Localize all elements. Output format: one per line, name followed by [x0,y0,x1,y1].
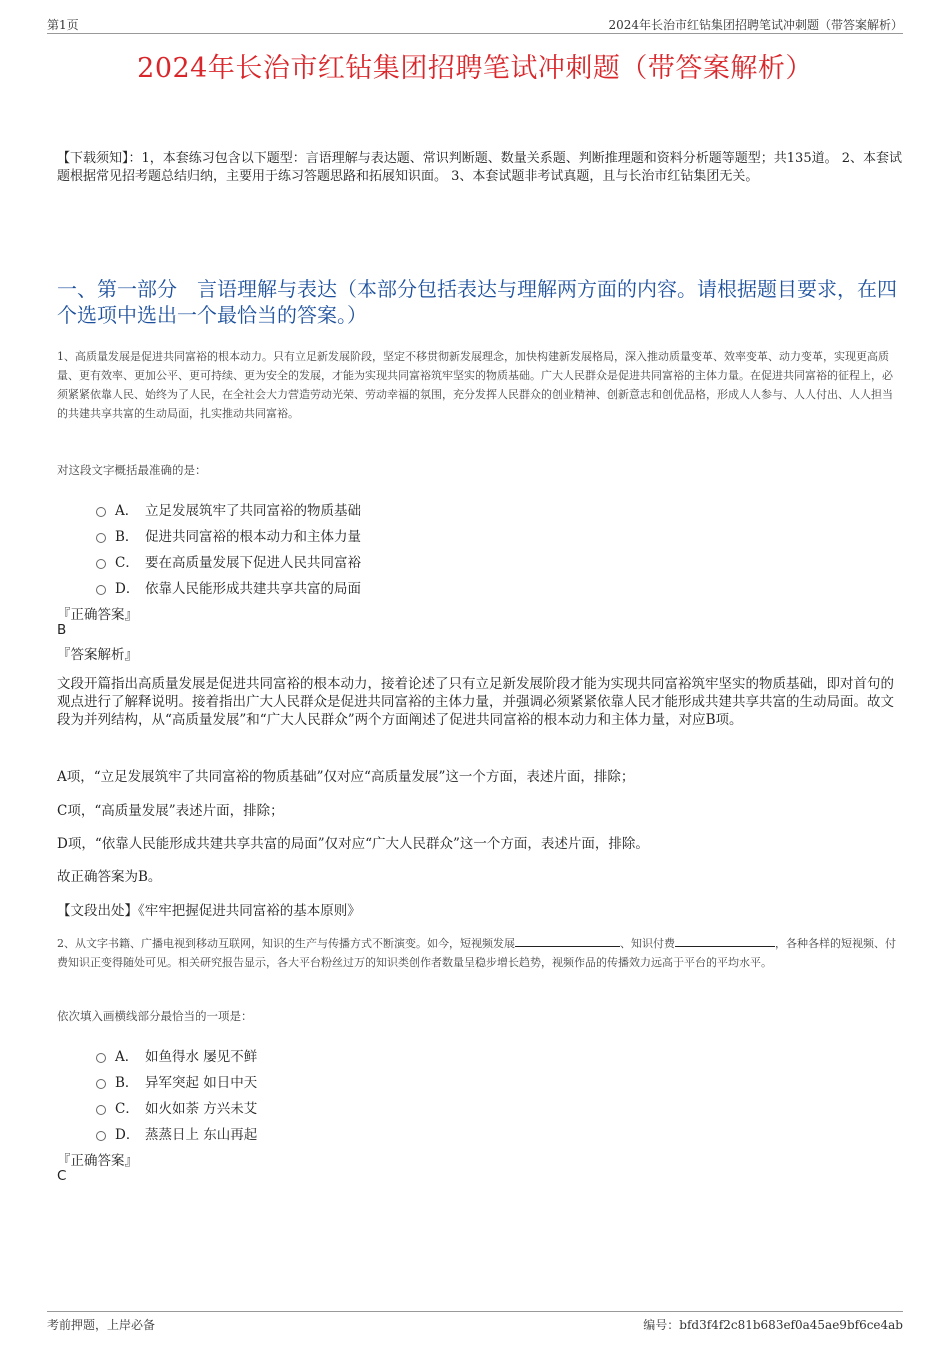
option-letter: A． [115,1049,139,1065]
option-d[interactable] [96,574,596,600]
answer-label: 『正确答案』 [57,1153,138,1169]
analysis-text: 文段开篇指出高质量发展是促进共同富裕的根本动力，接着论述了只有立足新发展阶段才能为实现共同富裕筑牢坚实的物质基础，即对首句的观点进行了解释说明。接着指出广大人民群众是促进共同富裕的主体力量，并强调必须紧紧依靠人民才能形成共建共享共富的生动局面。故文段为并列结构，从“高质量发展”和“广大人民群众”两个方面阐述了促进共同富裕的根本动力和主体力量，对应B项。 [57,676,894,728]
question-2-prompt: 依次填入画横线部分最恰当的一项是： [57,1009,253,1023]
fill-blank-1 [515,935,620,947]
section-heading: 一、第一部分 言语理解与表达（本部分包括表达与理解两方面的内容。请根据题目要求，在四个选项中选出一个最恰当的答案。） [57,277,897,327]
analysis-option-a: A项，“立足发展筑牢了共同富裕的物质基础”仅对应“高质量发展”这一个方面，表述片面，排除； [57,769,635,785]
option-text: 立足发展筑牢了共同富裕的物质基础 [145,503,361,519]
option-b[interactable] [96,1068,596,1094]
option-text: 要在高质量发展下促进人民共同富裕 [145,555,361,571]
download-notice: 【下载须知】：1，本套练习包含以下题型：言语理解与表达题、常识判断题、数量关系题、判断推理题和资料分析题等题型；共135道。 2、本套试题根据常见招考题总结归纳，主要用于练习答题思路和拓展知识面。 3、本套试题非考试真题，且与长治市红钻集团无关。 [57,151,902,184]
option-c[interactable] [96,548,596,574]
question-2-options [96,1042,596,1146]
option-text: 如火如荼 方兴未艾 [145,1101,258,1117]
radio-icon[interactable] [96,507,106,517]
analysis-option-c: C项，“高质量发展”表述片面，排除； [57,803,284,819]
option-b[interactable] [96,522,596,548]
document-title: 2024年长治市红钻集团招聘笔试冲刺题（带答案解析） [137,53,813,84]
header-doc-title: 2024年长治市红钻集团招聘笔试冲刺题（带答案解析） [608,18,903,32]
option-text: 蒸蒸日上 东山再起 [145,1127,258,1143]
passage-text-2: 、知识付费 [620,937,675,950]
option-a[interactable] [96,1042,596,1068]
option-text: 如鱼得水 屡见不鲜 [145,1049,258,1065]
radio-icon[interactable] [96,559,106,569]
option-a[interactable] [96,496,596,522]
option-text: 促进共同富裕的根本动力和主体力量 [145,529,361,545]
option-text: 依靠人民能形成共建共享共富的局面 [145,581,361,597]
passage-source: 【文段出处】《牢牢把握促进共同富裕的基本原则》 [57,903,361,919]
answer-value: B [57,622,67,638]
question-2-passage [57,934,900,972]
option-letter: A． [115,503,139,519]
radio-icon[interactable] [96,1105,106,1115]
option-d[interactable] [96,1120,596,1146]
option-letter: B． [115,1075,139,1091]
page-footer [47,1311,903,1333]
radio-icon[interactable] [96,533,106,543]
radio-icon[interactable] [96,1131,106,1141]
answer-label: 『正确答案』 [57,607,138,623]
option-letter: B． [115,529,139,545]
question-1-prompt: 对这段文字概括最准确的是： [57,463,207,477]
footer-slogan: 考前押题，上岸必备 [47,1318,156,1332]
question-1-passage: 1、高质量发展是促进共同富裕的根本动力。只有立足新发展阶段，坚定不移贯彻新发展理念，加快构建新发展格局，深入推动质量变革、效率变革、动力变革，实现更高质量、更有效率、更加公平、更可持续、更为安全的发展，才能为实现共同富裕筑牢坚实的物质基础。广大人民群众是促进共同富裕的主体力量。在促进共同富裕的征程上，必须紧紧依靠人民、始终为了人民，在全社会大力营造劳动光荣、劳动幸福的氛围，充分发挥人民群众的创业精神、创新意志和创优品格，形成人人参与、人人付出、人人担当的共建共享共富的生动局面，扎实推动共同富裕。 [57,350,893,420]
fill-blank-2 [675,935,775,947]
page-number: 第1页 [47,18,79,32]
analysis-conclusion: 故正确答案为B。 [57,869,162,885]
analysis-label: 『答案解析』 [57,647,138,663]
analysis-option-d: D项，“依靠人民能形成共建共享共富的局面”仅对应“广大人民群众”这一个方面，表述片面，排除。 [57,836,649,852]
radio-icon[interactable] [96,585,106,595]
option-letter: C． [115,1101,139,1117]
option-text: 异军突起 如日中天 [145,1075,258,1091]
option-c[interactable] [96,1094,596,1120]
option-letter: D． [115,1127,140,1143]
question-1-options [96,496,596,600]
option-letter: C． [115,555,139,571]
passage-text-3: ，各种各样的短视频、付费知识正变得随处可见。相关研究报告显示，各大平台粉丝过万的知识类创作者数量呈稳步增长趋势，视频作品的传播效力远高于平台的平均水平。 [57,937,896,969]
page-header [47,14,903,34]
option-letter: D． [115,581,140,597]
answer-value: C [57,1168,67,1184]
passage-text-1: 2、从文字书籍、广播电视到移动互联网，知识的生产与传播方式不断演变。如今，短视频发展 [57,937,515,950]
footer-serial: 编号：bfd3f4f2c81b683ef0a45ae9bf6ce4ab [643,1318,903,1332]
radio-icon[interactable] [96,1079,106,1089]
radio-icon[interactable] [96,1053,106,1063]
